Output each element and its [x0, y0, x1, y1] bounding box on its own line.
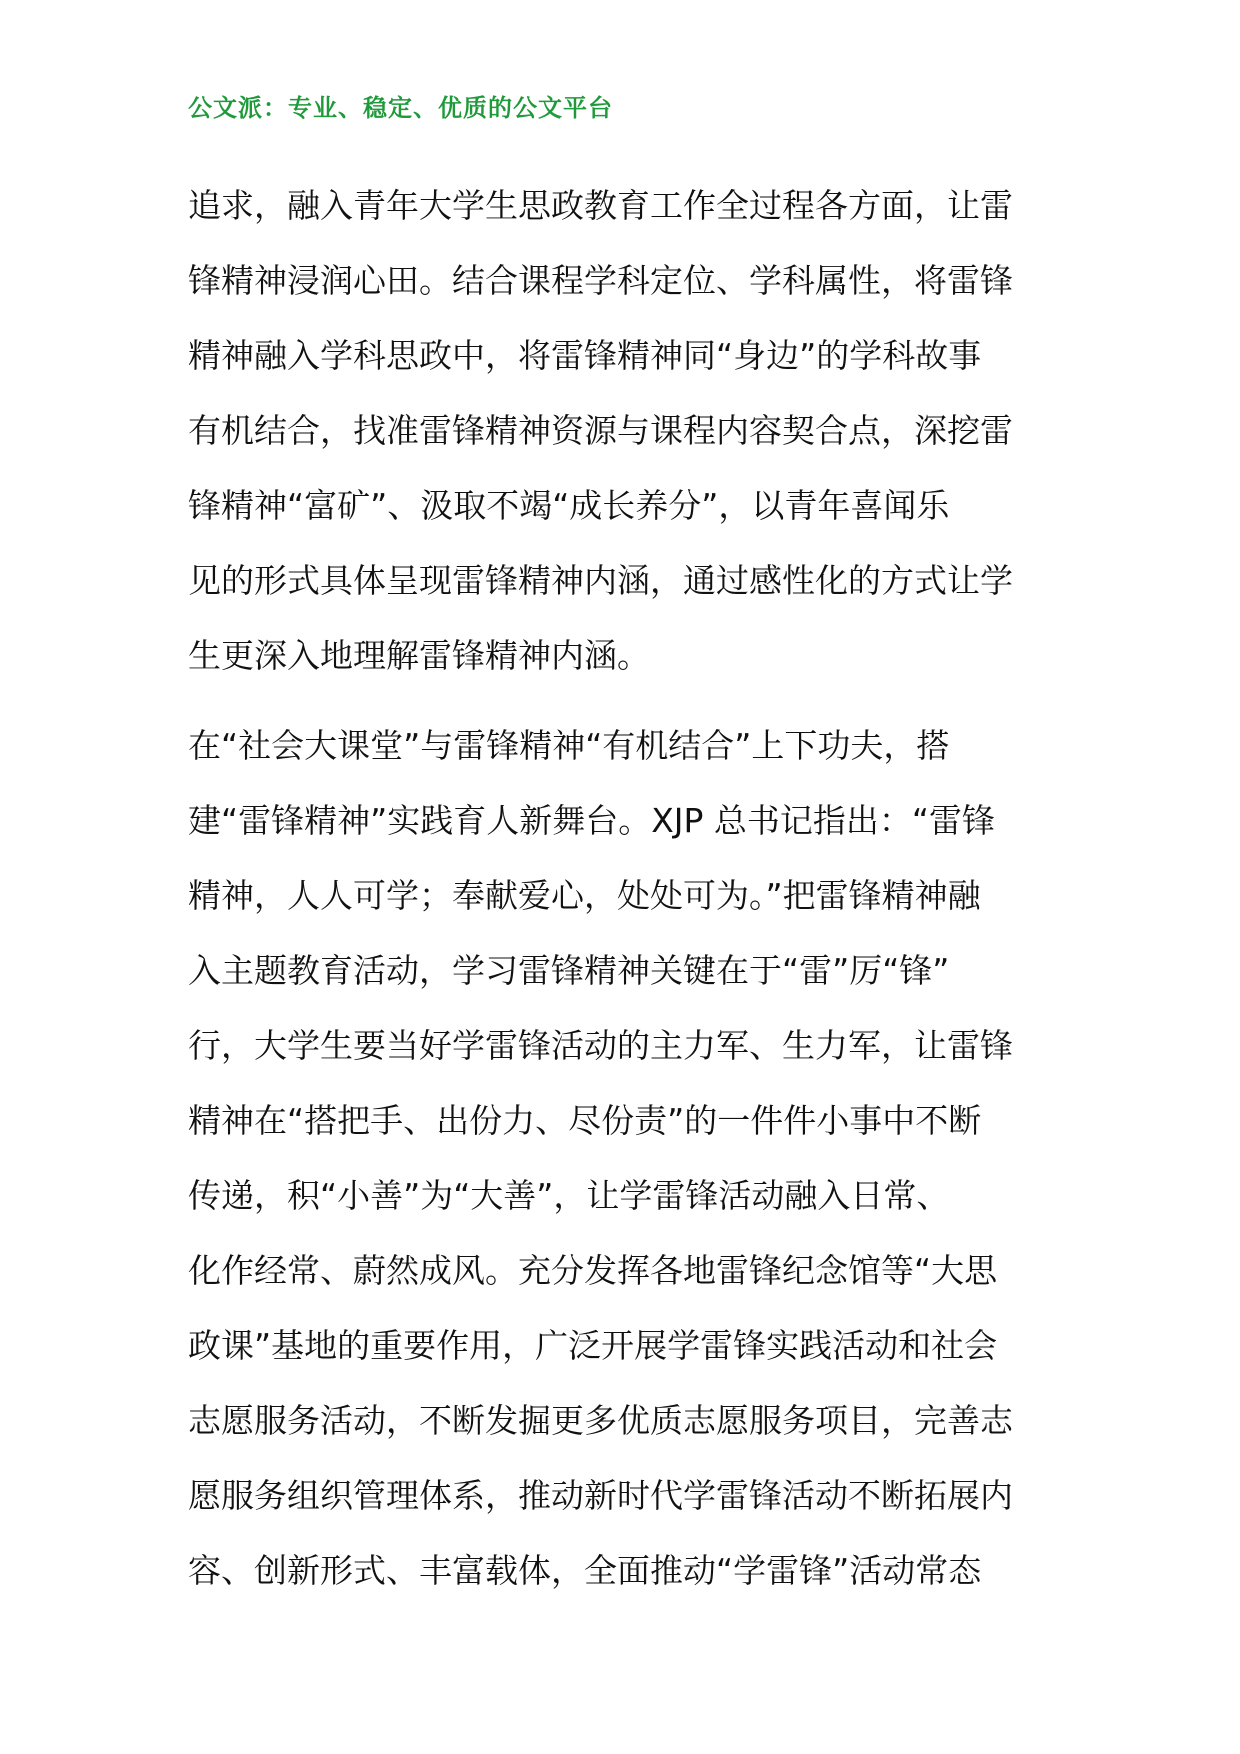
- text-line: 容、创新形式、丰富载体，全面推动“学雷锋”活动常态: [188, 1551, 982, 1590]
- text-line: 精神在“搭把手、出份力、尽份责”的一件件小事中不断: [188, 1101, 982, 1140]
- text-line: 有机结合，找准雷锋精神资源与课程内容契合点，深挖雷: [188, 411, 1013, 450]
- text-line: 入主题教育活动，学习雷锋精神关键在于“雷”厉“锋”: [188, 951, 950, 990]
- paragraph: [188, 168, 1068, 693]
- text-line: 在“社会大课堂”与雷锋精神“有机结合”上下功夫，搭: [188, 726, 950, 765]
- page-header: 公文派：专业、稳定、优质的公文平台: [188, 94, 613, 122]
- text-line: 锋精神“富矿”、汲取不竭“成长养分”，以青年喜闻乐: [188, 486, 950, 525]
- text-line: 志愿服务活动，不断发掘更多优质志愿服务项目，完善志: [188, 1401, 1013, 1440]
- text-line: 愿服务组织管理体系，推动新时代学雷锋活动不断拓展内: [188, 1476, 1013, 1515]
- text-line: 锋精神浸润心田。结合课程学科定位、学科属性，将雷锋: [188, 261, 1013, 300]
- paragraph: [188, 708, 1068, 1608]
- text-line: 政课”基地的重要作用，广泛开展学雷锋实践活动和社会: [188, 1326, 998, 1365]
- text-line: 追求，融入青年大学生思政教育工作全过程各方面，让雷: [188, 186, 1013, 225]
- text-line: 精神，人人可学；奉献爱心，处处可为。”把雷锋精神融: [188, 876, 981, 915]
- text-line: 化作经常、蔚然成风。充分发挥各地雷锋纪念馆等“大思: [188, 1251, 998, 1290]
- text-line: 传递，积“小善”为“大善”，让学雷锋活动融入日常、: [188, 1176, 950, 1215]
- text-line: 生更深入地理解雷锋精神内涵。: [188, 636, 650, 675]
- text-line: 精神融入学科思政中，将雷锋精神同“身边”的学科故事: [188, 336, 982, 375]
- document-body: [188, 168, 1068, 1608]
- text-line: 行，大学生要当好学雷锋活动的主力军、生力军，让雷锋: [188, 1026, 1013, 1065]
- text-line: 见的形式具体呈现雷锋精神内涵，通过感性化的方式让学: [188, 561, 1013, 600]
- text-line: 建“雷锋精神”实践育人新舞台。XJP 总书记指出：“雷锋: [188, 801, 996, 840]
- paragraph-gap: [188, 693, 1068, 708]
